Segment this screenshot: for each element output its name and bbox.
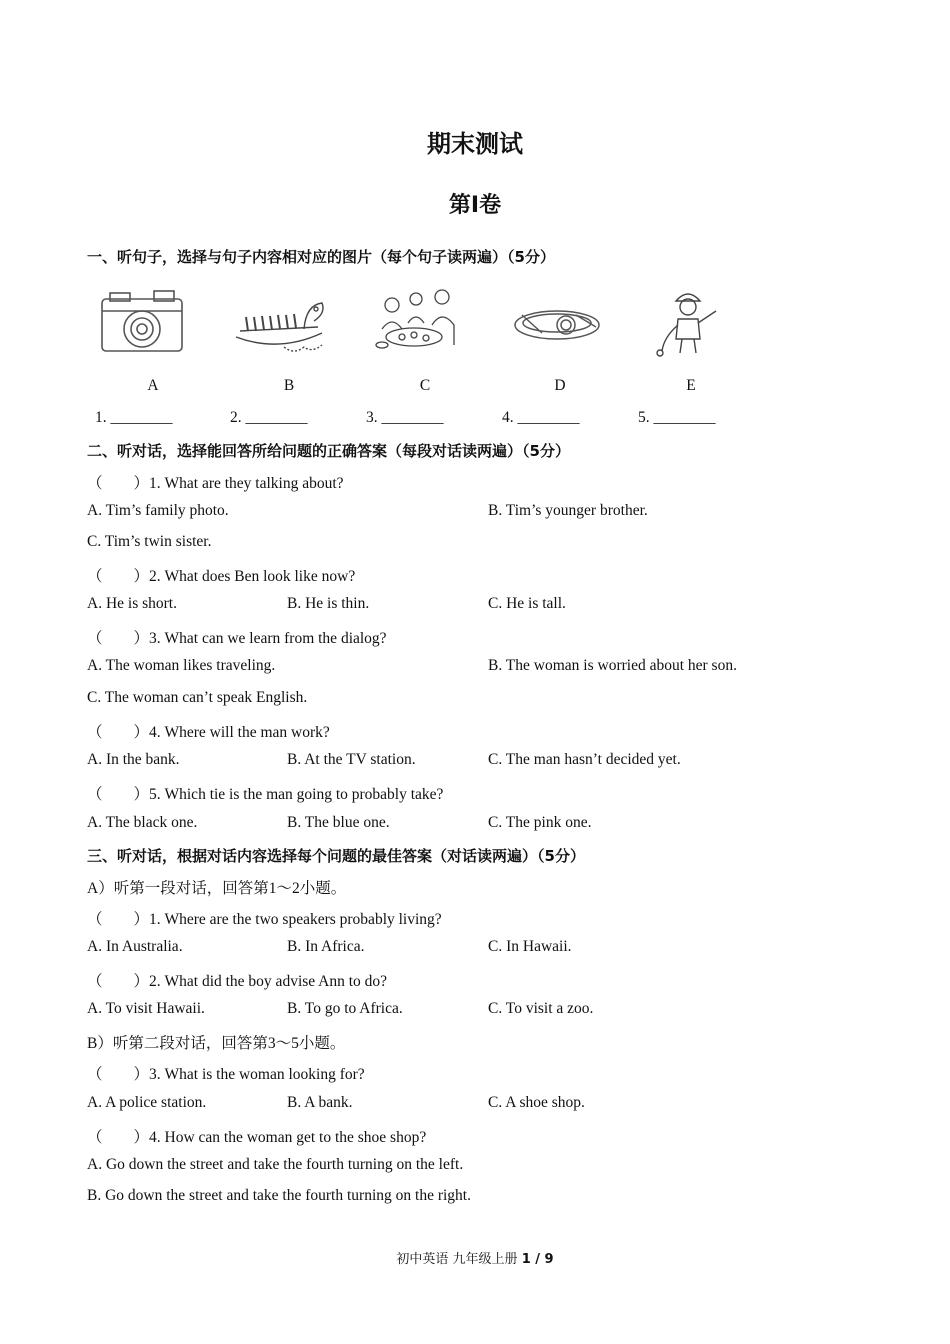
option-a: A. In the bank.: [87, 751, 180, 768]
option-b: B. To go to Africa.: [287, 1000, 403, 1017]
option-a: A. The woman likes traveling.: [87, 657, 276, 674]
option-a: A. To visit Hawaii.: [87, 1000, 205, 1017]
firefighter-icon: [644, 285, 734, 360]
option-b: B. A bank.: [287, 1094, 353, 1111]
picture-label-b: B: [283, 377, 295, 394]
option-a: A. A police station.: [87, 1094, 207, 1111]
picture-label-c: C: [419, 377, 431, 394]
option-a: A. In Australia.: [87, 938, 183, 955]
answer-blank-1[interactable]: 1. ________: [95, 409, 173, 426]
part3-heading: 三、听对话，根据对话内容选择每个问题的最佳答案（对话读两遍）（5分）: [87, 847, 585, 865]
dragon-boat-icon: [234, 285, 324, 360]
answer-blank-3[interactable]: 3. ________: [366, 409, 444, 426]
picture-label-d: D: [554, 377, 566, 394]
option-b: B. The woman is worried about her son.: [488, 657, 737, 674]
part2-heading: 二、听对话，选择能回答所给问题的正确答案（每段对话读两遍）（5分）: [87, 442, 570, 460]
question-stem: （ ）3. What is the woman looking for?: [87, 1066, 365, 1083]
ring-icon: [512, 285, 602, 360]
family-dinner-icon: [372, 285, 462, 360]
option-c: C. A shoe shop.: [488, 1094, 585, 1111]
question-stem: （ ）1. What are they talking about?: [87, 475, 344, 492]
option-c: C. The woman can’t speak English.: [87, 689, 308, 706]
option-a: A. Tim’s family photo.: [87, 502, 229, 519]
question-stem: （ ）2. What does Ben look like now?: [87, 568, 356, 585]
option-c: C. To visit a zoo.: [488, 1000, 594, 1017]
option-b: B. Tim’s younger brother.: [488, 502, 648, 519]
question-stem: （ ）4. Where will the man work?: [87, 724, 330, 741]
option-c: C. He is tall.: [488, 595, 566, 612]
answer-blank-4[interactable]: 4. ________: [502, 409, 580, 426]
picture-label-e: E: [686, 377, 696, 394]
option-c: C. In Hawaii.: [488, 938, 572, 955]
answer-blank-5[interactable]: 5. ________: [638, 409, 716, 426]
question-stem: （ ）4. How can the woman get to the shoe shop?: [87, 1129, 427, 1146]
option-b: B. At the TV station.: [287, 751, 416, 768]
question-stem: （ ）1. Where are the two speakers probably living?: [87, 911, 442, 928]
question-stem: （ ）5. Which tie is the man going to probably take?: [87, 786, 444, 803]
option-c: C. The pink one.: [488, 814, 592, 831]
option-b: B. Go down the street and take the fourth turning on the right.: [87, 1187, 471, 1204]
page-title: 期末测试: [427, 130, 523, 158]
question-stem: （ ）3. What can we learn from the dialog?: [87, 630, 387, 647]
camera-icon: [98, 285, 188, 360]
answer-blank-2[interactable]: 2. ________: [230, 409, 308, 426]
option-c: C. The man hasn’t decided yet.: [488, 751, 681, 768]
group-b-instruction: B）听第二段对话，回答第3～5小题。: [87, 1035, 346, 1052]
group-a-instruction: A）听第一段对话，回答第1～2小题。: [87, 880, 347, 897]
page-number: 1 / 9: [521, 1252, 554, 1267]
option-b: B. The blue one.: [287, 814, 390, 831]
option-a: A. He is short.: [87, 595, 177, 612]
question-stem: （ ）2. What did the boy advise Ann to do?: [87, 973, 388, 990]
option-a: A. Go down the street and take the fourth turning on the left.: [87, 1156, 464, 1173]
option-a: A. The black one.: [87, 814, 198, 831]
footer-text: 初中英语 九年级上册: [396, 1252, 522, 1267]
page-footer: [0, 1248, 950, 1267]
page-subtitle: 第Ⅰ卷: [448, 193, 502, 218]
option-b: B. In Africa.: [287, 938, 365, 955]
part1-heading: 一、听句子，选择与句子内容相对应的图片（每个句子读两遍）（5分）: [87, 248, 555, 266]
option-b: B. He is thin.: [287, 595, 370, 612]
picture-label-a: A: [147, 377, 159, 394]
option-c: C. Tim’s twin sister.: [87, 533, 212, 550]
